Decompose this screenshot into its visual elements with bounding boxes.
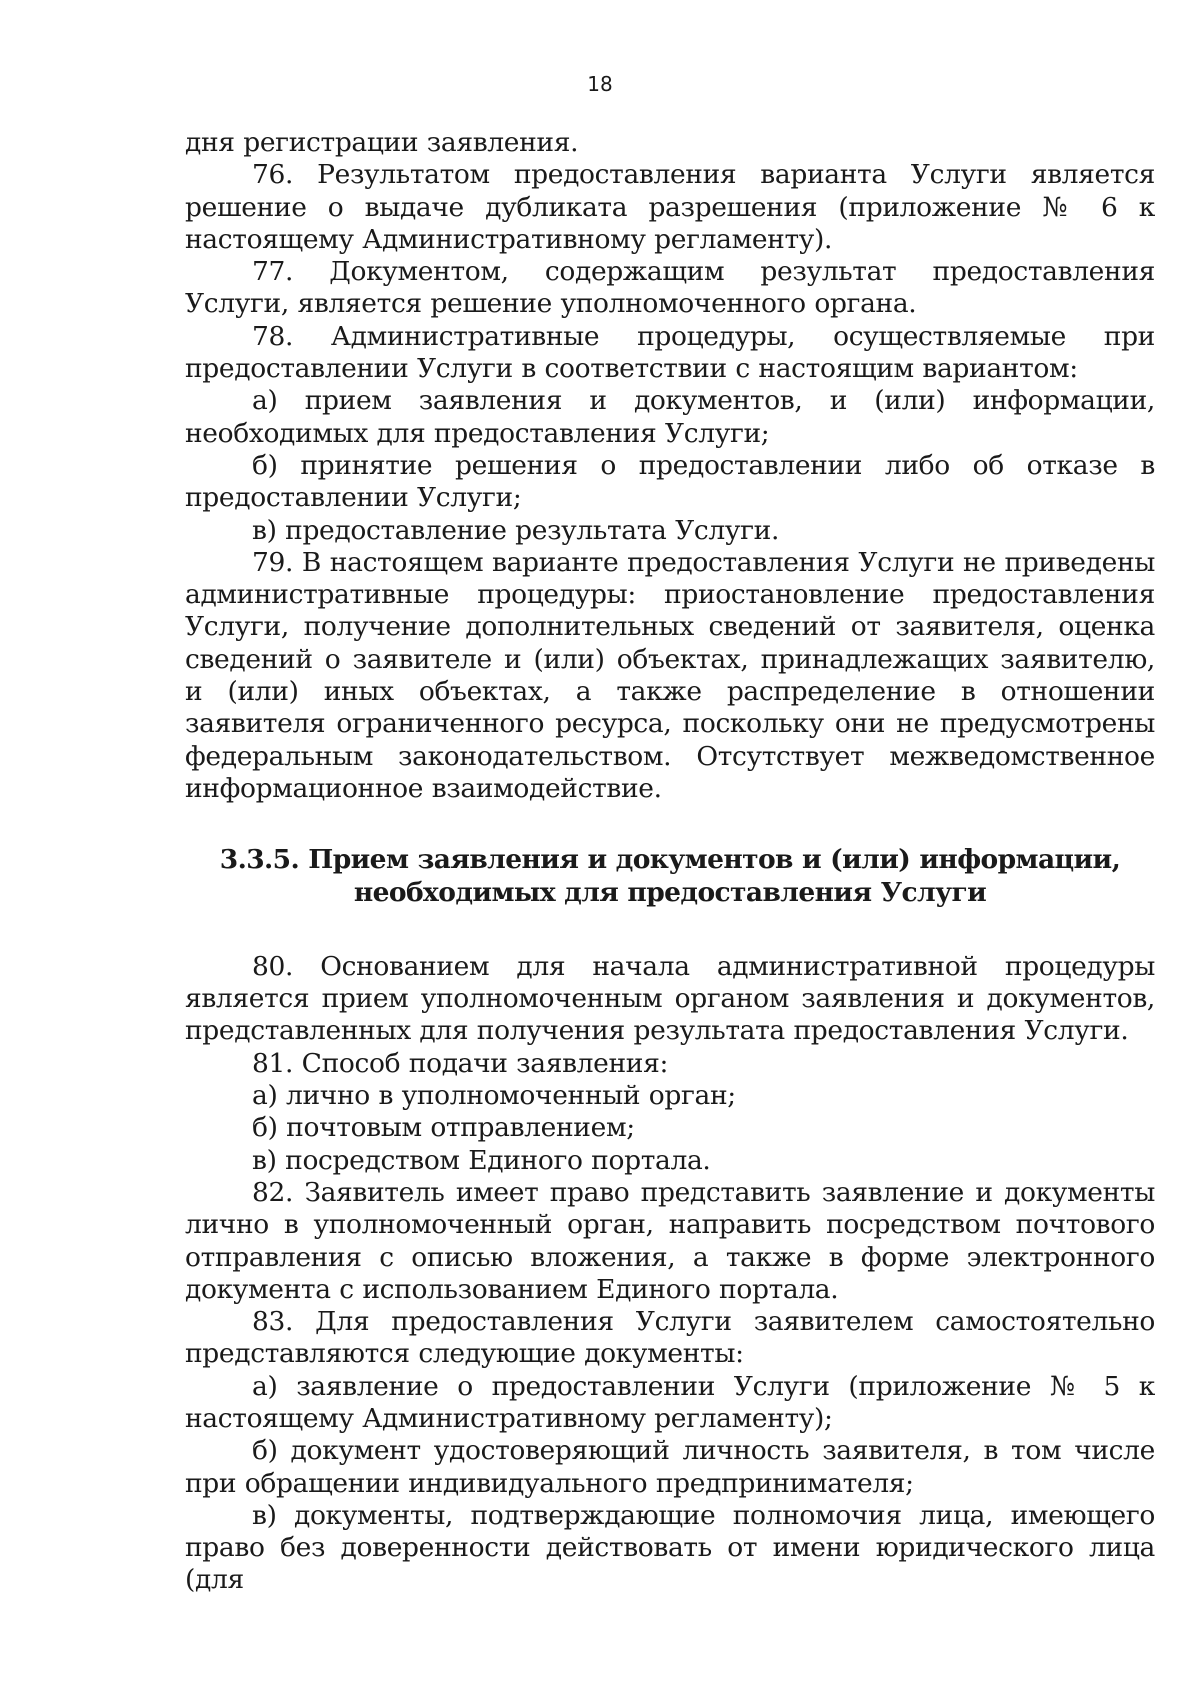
paragraph: в) посредством Единого портала. — [252, 1144, 711, 1176]
paragraph: в) предоставление результата Услуги. — [252, 514, 780, 546]
paragraph: б) почтовым отправлением; — [252, 1112, 635, 1144]
paragraph: 80. Основанием для начала административной процедуры является прием уполномоченным органом заявления и документов, представленных для получения результата предоставления Услуги. — [185, 950, 1155, 1047]
paragraph: б) документ удостоверяющий личность заявителя, в том числе при обращении индивидуального предпринимателя; — [185, 1435, 1155, 1499]
paragraph: 81. Способ подачи заявления: — [252, 1047, 669, 1079]
section-heading-line-1: 3.3.5. Прием заявления и документов и (или) информации, — [219, 844, 1121, 876]
paragraph: 79. В настоящем варианте предоставления Услуги не приведены административные процедуры: приостановление предоставления Услуги, получение дополнительных сведений от заявителя, оценка сведений о заявителе и (или) объектах, принадлежащих заявителю, и (или) иных объектах, а также распределение в отношении заявителя ограниченного ресурса, поскольку они не предусмотрены федеральным законодательством. Отсутствует межведомственное информационное взаимодействие. — [185, 546, 1155, 804]
paragraph: в) документы, подтверждающие полномочия лица, имеющего право без доверенности действовать от имени юридического лица (для — [185, 1499, 1155, 1596]
paragraphs-after-heading — [185, 951, 1155, 1597]
paragraph: 77. Документом, содержащим результат предоставления Услуги, является решение уполномоченного органа. — [185, 256, 1155, 320]
paragraph: а) прием заявления и документов, и (или) информации, необходимых для предоставления Услуги; — [185, 385, 1155, 449]
paragraph: 83. Для предоставления Услуги заявителем самостоятельно представляются следующие документы: — [185, 1306, 1155, 1370]
section-heading-line-2: необходимых для предоставления Услуги — [353, 876, 987, 908]
paragraphs-before-heading — [185, 127, 1155, 805]
paragraph: дня регистрации заявления. — [185, 127, 579, 158]
paragraph: 76. Результатом предоставления варианта Услуги является решение о выдаче дубликата разрешения (приложение № 6 к настоящему Административному регламенту). — [185, 159, 1155, 255]
section-heading — [185, 844, 1155, 909]
paragraph: а) лично в уполномоченный орган; — [252, 1080, 736, 1112]
paragraph: а) заявление о предоставлении Услуги (приложение № 5 к настоящему Административному регламенту); — [185, 1370, 1155, 1434]
paragraph: б) принятие решения о предоставлении либо об отказе в предоставлении Услуги; — [185, 449, 1155, 514]
paragraph: 82. Заявитель имеет право представить заявление и документы лично в уполномоченный орган, направить посредством почтового отправления с описью вложения, а также в форме электронного документа с использованием Единого портала. — [185, 1176, 1155, 1305]
paragraph: 78. Административные процедуры, осуществляемые при предоставлении Услуги в соответствии с настоящим вариантом: — [185, 320, 1155, 385]
page-number: 18 — [587, 72, 613, 96]
document-body — [185, 127, 1155, 1597]
